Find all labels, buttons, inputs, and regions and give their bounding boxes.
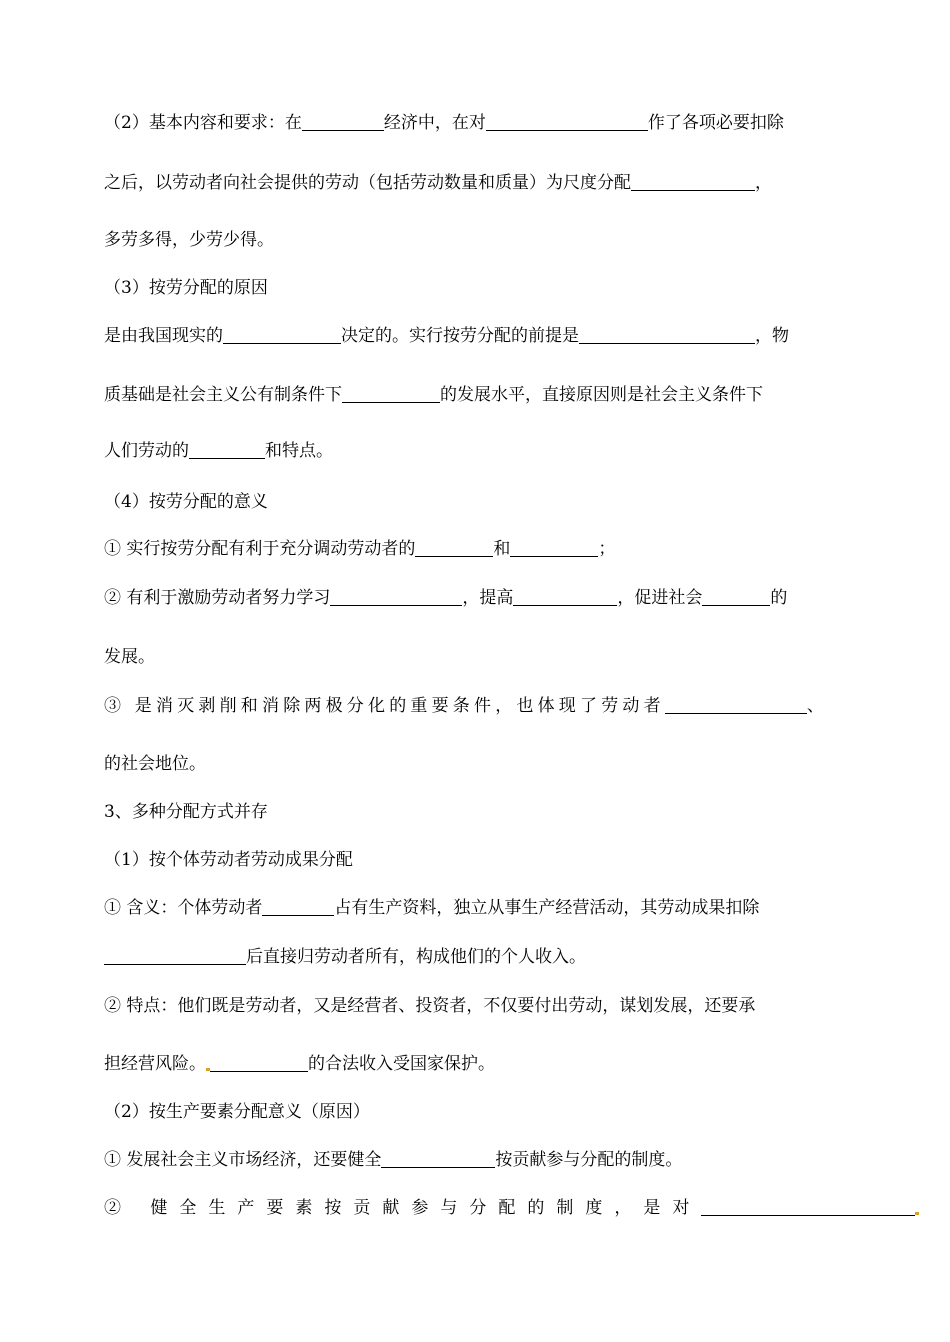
fill-blank[interactable] (701, 1199, 915, 1216)
line-development: 发展。 (104, 647, 155, 667)
line-significance-3: ③ 是消灭剥削和消除两极分化的重要条件，也体现了劳动者 、 (104, 696, 829, 716)
fill-blank[interactable] (510, 540, 598, 557)
line-factors-1: ① 发展社会主义市场经济，还要健全 按贡献参与分配的制度。 (104, 1150, 683, 1170)
line-2-content-cont: 之后，以劳动者向社会提供的劳动（包括劳动数量和质量）为尺度分配 ， (104, 173, 772, 193)
line-factors-2: ② 健全生产要素按贡献参与分配的制度，是对 (104, 1197, 919, 1219)
marker-icon (915, 1212, 919, 1215)
fill-blank[interactable] (223, 327, 341, 344)
heading-2-factors: （2）按生产要素分配意义（原因） (104, 1102, 370, 1122)
line-feature-2: 担经营风险。 的合法收入受国家保护。 (104, 1054, 495, 1074)
line-significance-1: ① 实行按劳分配有利于充分调动劳动者的 和 ； (104, 539, 616, 559)
line-social-status: 的社会地位。 (104, 754, 206, 774)
fill-blank[interactable] (702, 589, 770, 606)
fill-blank[interactable] (665, 697, 807, 714)
line-reasons-2: 质基础是社会主义公有制条件下 的发展水平，直接原因则是社会主义条件下 (104, 385, 763, 405)
fill-blank[interactable] (579, 327, 755, 344)
line-2-content: （2）基本内容和要求：在 经济中，在对 作了各项必要扣除 (104, 113, 784, 133)
fill-blank[interactable] (330, 589, 462, 606)
fill-blank[interactable] (302, 114, 384, 131)
fill-blank[interactable] (210, 1055, 308, 1072)
heading-1-individual: （1）按个体劳动者劳动成果分配 (104, 850, 353, 870)
fill-blank[interactable] (262, 899, 334, 916)
line-more-work: 多劳多得，少劳少得。 (104, 230, 274, 250)
heading-3-reasons: （3）按劳分配的原因 (104, 278, 268, 298)
line-feature-1: ② 特点：他们既是劳动者，又是经营者、投资者，不仅要付出劳动，谋划发展，还要承 (104, 996, 756, 1016)
fill-blank[interactable] (486, 114, 648, 131)
heading-3-multiple: 3、多种分配方式并存 (104, 802, 268, 822)
heading-4-significance: （4）按劳分配的意义 (104, 492, 268, 512)
fill-blank[interactable] (513, 589, 617, 606)
line-reasons-3: 人们劳动的 和特点。 (104, 441, 333, 461)
fill-blank[interactable] (415, 540, 493, 557)
fill-blank[interactable] (104, 948, 246, 965)
fill-blank[interactable] (381, 1151, 495, 1168)
line-definition-2: 后直接归劳动者所有，构成他们的个人收入。 (104, 946, 586, 968)
fill-blank[interactable] (189, 442, 265, 459)
line-definition-1: ① 含义：个体劳动者 占有生产资料，独立从事生产经营活动，其劳动成果扣除 (104, 898, 760, 918)
fill-blank[interactable] (342, 386, 440, 403)
fill-blank[interactable] (631, 174, 755, 191)
line-reasons-1: 是由我国现实的 决定的。实行按劳分配的前提是 ，物 (104, 326, 789, 346)
line-significance-2: ② 有利于激励劳动者努力学习 ，提高 ，促进社会 的 (104, 588, 788, 608)
